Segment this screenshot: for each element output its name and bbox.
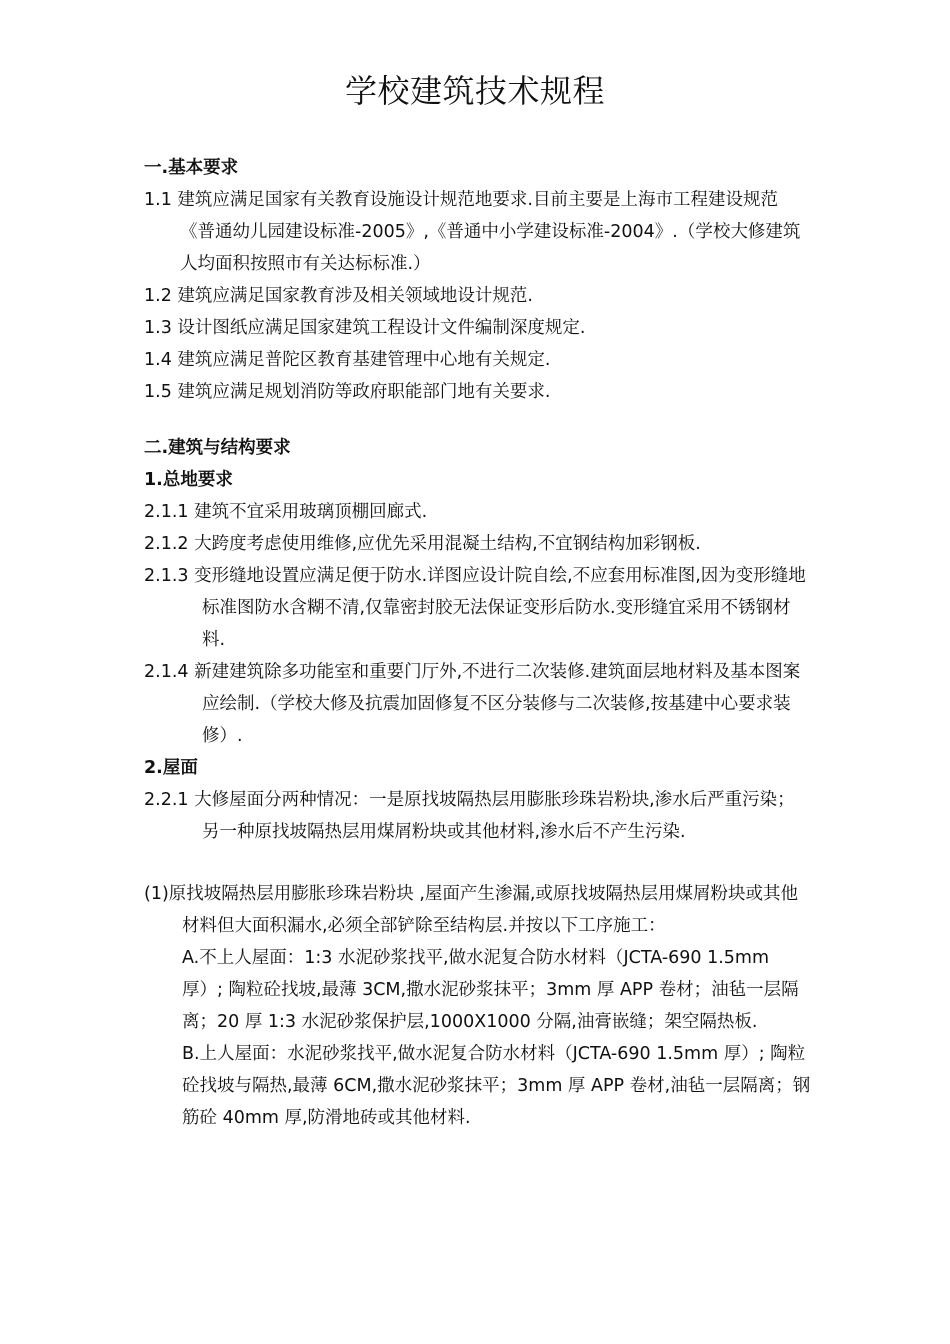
document-body [144,152,812,1134]
paragraph-2-1-3: 2.1.3 变形缝地设置应满足便于防水.详图应设计院自绘,不应套用标准图,因为变形缝地标准图防水含糊不清,仅靠密封胶无法保证变形后防水.变形缝宜采用不锈钢材料. [144,566,806,650]
paragraph-case-b-accessible-roof: B.上人屋面：水泥砂浆找平,做水泥复合防水材料（JCTA-690 1.5mm 厚）; 陶粒砼找坡与隔热,最薄 6CM,撒水泥砂浆抹平；3mm 厚 APP 卷材,油毡一层隔离；钢筋砼 40mm 厚,防滑地砖或其他材料. [182,1044,811,1128]
paragraph-case-1: (1)原找坡隔热层用膨胀珍珠岩粉块 ,屋面产生渗漏,或原找坡隔热层用煤屑粉块或其他材料但大面积漏水,必须全部铲除至结构层.并按以下工序施工： [144,884,798,936]
spacer [144,408,812,432]
section-heading-basic-requirements: 一.基本要求 [144,158,239,178]
section-heading-building-structure: 二.建筑与结构要求 [144,438,291,458]
paragraph-2-2-1: 2.2.1 大修屋面分两种情况：一是原找坡隔热层用膨胀珍珠岩粉块,渗水后严重污染；另一种原找坡隔热层用煤屑粉块或其他材料,渗水后不产生污染. [144,790,795,842]
paragraph-1-5: 1.5 建筑应满足规划消防等政府职能部门地有关要求. [144,382,551,402]
paragraph-1-1: 1.1 建筑应满足国家有关教育设施设计规范地要求.目前主要是上海市工程建设规范《普通幼儿园建设标准-2005》,《普通中小学建设标准-2004》.（学校大修建筑人均面积按照市有关达标标准.） [144,190,801,274]
paragraph-2-1-2: 2.1.2 大跨度考虑使用维修,应优先采用混凝土结构,不宜钢结构加彩钢板. [144,534,701,554]
paragraph-2-1-1: 2.1.1 建筑不宜采用玻璃顶棚回廊式. [144,502,428,522]
paragraph-case-a-non-accessible-roof: A.不上人屋面：1:3 水泥砂浆找平,做水泥复合防水材料（JCTA-690 1.5mm 厚）; 陶粒砼找坡,最薄 3CM,撒水泥砂浆抹平；3mm 厚 APP 卷材；油毡一层隔离；20 厚 1:3 水泥砂浆保护层,1000X1000 分隔,油膏嵌缝；架空隔热板. [182,948,799,1032]
subsection-heading-general: 1.总地要求 [144,470,233,490]
paragraph-1-4: 1.4 建筑应满足普陀区教育基建管理中心地有关规定. [144,350,551,370]
page-title: 学校建筑技术规程 [344,72,605,110]
subsection-heading-roof: 2.屋面 [144,758,198,778]
paragraph-1-3: 1.3 设计图纸应满足国家建筑工程设计文件编制深度规定. [144,318,586,338]
paragraph-2-1-4: 2.1.4 新建建筑除多功能室和重要门厅外,不进行二次装修.建筑面层地材料及基本图案应绘制.（学校大修及抗震加固修复不区分装修与二次装修,按基建中心要求装修）. [144,662,801,746]
spacer [144,848,812,878]
paragraph-1-2: 1.2 建筑应满足国家教育涉及相关领域地设计规范. [144,286,533,306]
